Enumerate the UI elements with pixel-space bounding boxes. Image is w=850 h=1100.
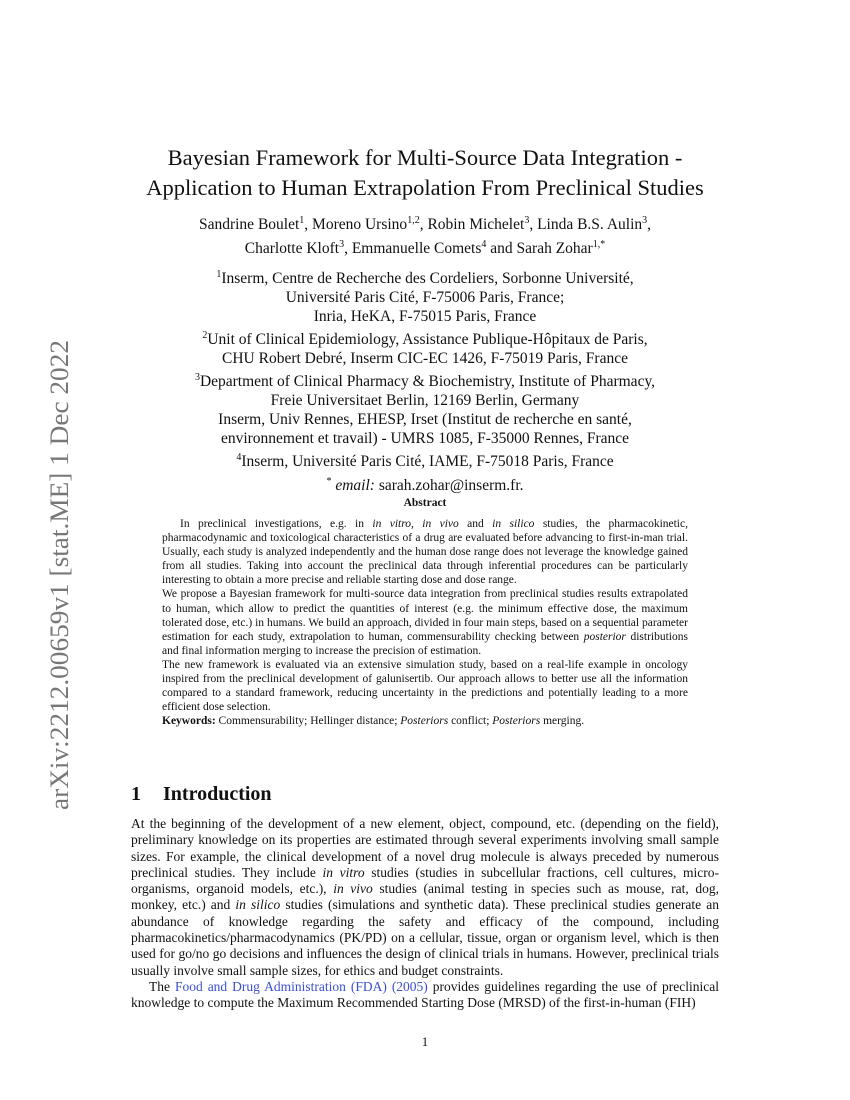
author-name: Charlotte Kloft [244,240,340,258]
author-list [100,211,750,259]
author-name: Sandrine Boulet [198,216,300,234]
email-sup: * [326,475,332,487]
text-run: merging. [540,715,585,728]
email-label: email: [335,476,375,494]
affiliation-text: Unit of Clinical Epidemiology, Assistance Publique-Hôpitaux de Paris, [207,331,648,349]
affiliation-sup: 1 [216,269,222,280]
author-affil-sup: 3 [524,215,530,226]
text-run: and [458,518,493,530]
italic-term: in silico [235,897,281,913]
text-run: In preclinical investigations, e.g. in [180,518,373,530]
text-run: distributions and final information merging to increase the precision of estimation. [162,630,688,657]
text-run: provides guidelines regarding the use of preclinical knowledge to compute the Maximum Recommended Starting Dose (MRSD) of the first-in-human (FIH) [131,978,719,1011]
affiliation-line [100,448,750,471]
keywords-label: Keywords: [162,715,216,728]
affiliation-text: Department of Clinical Pharmacy & Biochemistry, Institute of Pharmacy, [199,373,656,391]
authors-line-2: Charlotte Kloft$^3$, Emmanuelle Comets$^4$ and Sarah Zohar$^{1,*}$ [244,239,606,258]
text-run: At the beginning of the development of a new element, object, compound, etc. (depending on the field), preliminary knowledge on its properties are estimated through several experiments involving small sample sizes. For example, the clinical development of a novel drug molecule is always preceded by numerous preclinical studies. They include [131,816,719,880]
affiliation-line: Inserm, Univ Rennes, EHESP, Irset (Institut de recherche en santé, [218,411,632,429]
affiliation-sup: 3 [194,372,200,384]
text-run: , [411,518,423,530]
affiliation-line [100,326,750,349]
arxiv-identifier-svg [32,340,82,810]
author-name: Sarah Zohar [516,240,593,258]
affiliation-line: environnement et travail) - UMRS 1085, F-35000 Rennes, France [220,430,630,448]
abstract-paragraph [162,587,688,657]
author-name: Linda B.S. Aulin [537,216,643,234]
text-run: conflict; [448,715,493,728]
abstract-heading: Abstract [403,497,447,509]
text-run: studies (simulations and synthetic data). These preclinical studies generate an abundance of knowledge regarding the safety and efficacy of the compound, including pharmacokinetics/pharmacodynamics (PK/PD) on a cellular, tissue, organ or organism level, which is then used for go/no go decisions and influences the design of clinical trials in humans. However, preclinical trials usually involve small sample sizes, for ethics and budget constraints. [131,897,720,978]
author-affil-sup: 3 [339,239,345,251]
section-number: 1 [131,783,141,805]
email-address[interactable]: sarah.zohar@inserm.fr. [378,476,524,494]
text-run: We propose a Bayesian framework for multi-source data integration from preclinical studies results extrapolated to human, which allow to predict the quantities of interest (e.g. the minimum effective dose, the maximum tolerated dose, etc.) in humans. We build an approach, divided in four main steps, based on a sequential parameter estimation for each study, extrapolation to human, commensurability checking between [162,588,688,643]
author-affil-sup: 1 [299,215,305,226]
affiliation-line: Université Paris Cité, F-75006 Paris, France; [285,289,565,307]
title-line-1: Bayesian Framework for Multi-Source Data Integration - [167,145,683,170]
italic-term: in vitro [372,518,412,530]
text-run: studies (animal testing in species such as mouse, rat, dog, monkey, etc.) and [131,881,719,913]
author-affil-sup: 3 [642,215,648,226]
affiliation-line: CHU Robert Debré, Inserm CIC-EC 1426, F-75019 Paris, France [222,350,628,368]
affiliation-text: Inserm, Université Paris Cité, IAME, F-75018 Paris, France [241,453,614,471]
section-title: Introduction [163,783,272,805]
author-name: Moreno Ursino [312,216,408,234]
paper-title [100,143,750,203]
body-paragraph [131,816,719,979]
author-affil-sup: 1,* [592,239,606,251]
author-affil-sup: 1,2 [407,215,420,226]
text-run: The [149,978,175,994]
text-run: Commensurability; Hellinger distance; [215,715,401,728]
citation-year-link[interactable]: (2005) [391,978,428,994]
arxiv-identifier-text: arXiv:2212.00659v1 [stat.ME] 1 Dec 2022 [45,362,74,810]
italic-term: in vitro [322,864,365,880]
author-name: Robin Michelet [427,216,525,234]
and-word: and [490,240,513,258]
italic-term: in vivo [333,881,373,897]
affiliation-line: Inria, HeKA, F-75015 Paris, France [313,308,537,326]
italic-term: Posteriors [400,715,449,728]
affiliation-text: Inserm, Centre de Recherche des Cordeliers, Sorbonne Université, [221,270,634,288]
italic-term: in vivo [422,518,459,530]
affiliation-sup: 4 [236,452,242,464]
text-run: studies, the pharmacokinetic, pharmacodynamic and toxicological characteristics of a drug are evaluated before advancing to first-in-man trial. Usually, each study is analyzed independently and the human dose range does not leverage the knowledge gained from all studies. Taking into account the preclinical data through inferential procedures can be particularly interesting to obtain a more precise and reliable starting dose and dose range. [162,518,688,587]
affiliation-line: Freie Universitaet Berlin, 12169 Berlin, Germany [270,392,580,410]
affiliation-list [100,265,750,495]
abstract-paragraph: The new framework is evaluated via an extensive simulation study, based on a real-life example in oncology inspired from the preclinical development of galunisertib. Our approach allows to better use all the information compared to a standard framework, reducing uncertainty in the predictions and potentially leading to a more efficient dose selection. [162,658,688,714]
title-line-2: Application to Human Extrapolation From Preclinical Studies [146,175,704,200]
italic-term: in silico [492,518,535,530]
affiliation-line [100,368,750,391]
abstract-paragraph [162,517,688,587]
section-heading [131,783,272,806]
email-line [100,472,750,495]
page-number: 1 [421,1034,429,1049]
authors-line-1: Sandrine Boulet$^1$, Moreno Ursino$^{1,2}$, Robin Michelet$^3$, Linda B.S. Aulin$^3$, [198,215,652,234]
arxiv-identifier [32,340,82,810]
affiliation-line [100,265,750,288]
author-affil-sup: 4 [481,239,487,251]
body-paragraph [131,979,719,1012]
text-run: studies (studies in subcellular fractions, cell cultures, micro-organisms, organoid models, etc.), [131,864,720,897]
italic-term: posterior [583,630,626,643]
author-name: Emmanuelle Comets [351,240,482,258]
introduction-body [131,816,719,1012]
abstract-body [162,517,688,728]
citation-link[interactable]: Food and Drug Administration (FDA) [174,978,387,994]
keywords-line [162,714,688,728]
affiliation-sup: 2 [202,330,208,342]
italic-term: Posteriors [492,715,541,728]
